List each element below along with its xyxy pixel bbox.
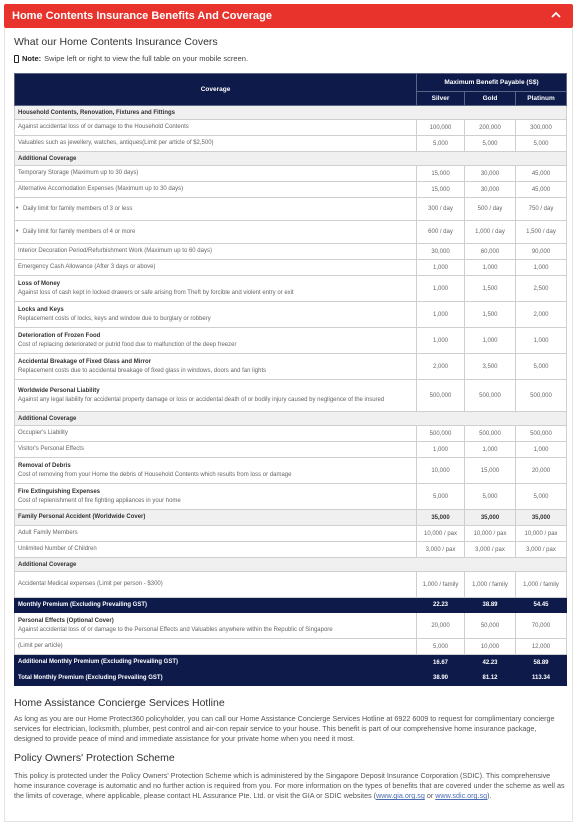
gold-value: 1,000 / day (465, 221, 516, 244)
gold-value: 5,000 (465, 136, 516, 152)
row-description: Replacement costs due to accidental breakage of fixed glass in windows, doors and fan lights (18, 367, 267, 374)
silver-value: 3,000 / pax (417, 542, 465, 558)
row-label: Total Monthly Premium (Excluding Prevailing GST) (15, 671, 417, 686)
silver-value: 500,000 (417, 426, 465, 442)
note-text: Swipe left or right to view the full table on your mobile screen. (44, 54, 249, 63)
row-label: Visitor's Personal Effects (15, 442, 417, 458)
gold-value: 3,000 / pax (465, 542, 516, 558)
section-row (15, 152, 567, 166)
chevron-up-icon[interactable] (549, 8, 563, 22)
silver-value: 15,000 (417, 166, 465, 182)
row-label: Adult Family Members (15, 526, 417, 542)
silver-value: 1,000 (417, 442, 465, 458)
gold-value: 5,000 (465, 484, 516, 510)
gold-value: 30,000 (465, 182, 516, 198)
row-label: Additional Monthly Premium (Excluding Prevailing GST) (15, 655, 417, 671)
coverage-table (14, 73, 567, 686)
row-label (15, 458, 417, 484)
section-row (15, 106, 567, 120)
table-row (15, 221, 567, 244)
row-title: Worldwide Personal Liability (18, 388, 100, 395)
silver-value: 100,000 (417, 120, 465, 136)
table-row (15, 244, 567, 260)
table-row (15, 458, 567, 484)
accordion-title: Home Contents Insurance Benefits And Coverage (12, 10, 272, 22)
note-label: Note: (22, 54, 42, 63)
section-label: Household Contents, Renovation, Fixtures and Fittings (15, 106, 567, 120)
platinum-value: 1,000 (516, 328, 567, 354)
silver-value: 2,000 (417, 354, 465, 380)
table-row (15, 136, 567, 152)
silver-value: 5,000 (417, 136, 465, 152)
row-label (15, 354, 417, 380)
table-row (15, 572, 567, 598)
platinum-value: 5,000 (516, 136, 567, 152)
silver-value: 1,000 (417, 302, 465, 328)
gold-value: 500,000 (465, 380, 516, 412)
table-row (15, 442, 567, 458)
row-label: Monthly Premium (Excluding Prevailing GST) (15, 598, 417, 613)
silver-value: 1,000 (417, 276, 465, 302)
row-label: Accidental Medical expenses (Limit per person - $300) (15, 572, 417, 598)
silver-value: 10,000 (417, 458, 465, 484)
row-title: Loss of Money (18, 281, 61, 288)
platinum-value: 2,000 (516, 302, 567, 328)
table-row (15, 276, 567, 302)
gold-value: 42.23 (465, 655, 516, 671)
table-row (15, 328, 567, 354)
row-label: • Daily limit for family members of 4 or more (15, 221, 417, 244)
ppf-text-after: ). (487, 791, 492, 801)
ppf-title: Policy Owners' Protection Scheme (14, 752, 175, 764)
silver-value: 30,000 (417, 244, 465, 260)
row-label: Interior Decoration Period/Refurbishment Work (Maximum up to 60 days) (15, 244, 417, 260)
silver-value: 500,000 (417, 380, 465, 412)
gold-value: 1,000 (465, 260, 516, 276)
row-label (15, 613, 417, 639)
ppf-text (14, 771, 566, 801)
gold-value: 35,000 (465, 510, 516, 526)
premium-row (15, 655, 567, 671)
gold-value: 81.12 (465, 671, 516, 686)
platinum-value: 35,000 (516, 510, 567, 526)
silver-value: 10,000 / pax (417, 526, 465, 542)
mobile-note (14, 54, 248, 63)
section-label: Additional Coverage (15, 412, 567, 426)
section-label: Additional Coverage (15, 152, 567, 166)
table-row (15, 354, 567, 380)
phone-icon (14, 55, 19, 63)
table-row (15, 526, 567, 542)
table-row (15, 302, 567, 328)
coverage-header: Coverage (15, 74, 417, 106)
row-title: Fire Extinguishing Expenses (18, 489, 101, 496)
row-title: Locks and Keys (18, 307, 64, 314)
covers-title: What our Home Contents Insurance Covers (14, 36, 218, 48)
table-row (15, 426, 567, 442)
row-description: Cost of replacing deteriorated or putrid food due to malfunction of the deep freezer (18, 341, 237, 348)
coverage-table-body (15, 106, 567, 686)
gold-value: 1,000 / family (465, 572, 516, 598)
gold-value: 10,000 (465, 639, 516, 655)
plan-gold-header: Gold (465, 92, 516, 106)
row-label: Against accidental loss of or damage to the Household Contents (15, 120, 417, 136)
gold-value: 60,000 (465, 244, 516, 260)
silver-value: 15,000 (417, 182, 465, 198)
platinum-value: 70,000 (516, 613, 567, 639)
gold-value: 500,000 (465, 426, 516, 442)
plan-silver-header: Silver (417, 92, 465, 106)
silver-value: 35,000 (417, 510, 465, 526)
silver-value: 1,000 (417, 328, 465, 354)
gold-value: 10,000 / pax (465, 526, 516, 542)
platinum-value: 2,500 (516, 276, 567, 302)
row-label (15, 302, 417, 328)
row-description: Cost of removing from your Home the debris of Household Contents which results from loss or damage (18, 471, 292, 478)
gold-value: 500 / day (465, 198, 516, 221)
section-label: Additional Coverage (15, 558, 567, 572)
ppf-text-before: This policy is protected under the Policy Owners' Protection Scheme which is administered by the Singapore Deposit Insurance Corporation (SDIC). This comprehensive home insurance coverage is automatic and no further action is required from you. For more information on the types of benefits that are covered under the scheme as well as the limits of coverage, where applicable, please contact HL Assurance Pte. Ltd. or visit the GIA or SDIC websites ( (14, 771, 565, 801)
hotline-text: As long as you are our Home Protect360 policyholder, you can call our Home Assistance Concierge Services Hotline at 6922 6009 to request for complimentary concierge services for electrician, locksmith, plumber, pest control and air-con repair service to your house. This benefit is part of our comprehensive home insurance package, designed to provide peace of mind and immediate assistance for your private home when you need it most. (14, 714, 555, 744)
table-row (15, 542, 567, 558)
silver-value: 600 / day (417, 221, 465, 244)
gold-value: 1,500 (465, 276, 516, 302)
table-row (15, 120, 567, 136)
silver-value: 16.67 (417, 655, 465, 671)
silver-value: 300 / day (417, 198, 465, 221)
platinum-value: 10,000 / pax (516, 526, 567, 542)
gold-value: 50,000 (465, 613, 516, 639)
silver-value: 22.23 (417, 598, 465, 613)
platinum-value: 1,000 (516, 442, 567, 458)
platinum-value: 5,000 (516, 484, 567, 510)
row-label: Occupier's Liability (15, 426, 417, 442)
premium-row (15, 598, 567, 613)
accordion-header[interactable] (4, 4, 573, 28)
silver-value: 5,000 (417, 639, 465, 655)
row-label: Temporary Storage (Maximum up to 30 days) (15, 166, 417, 182)
silver-value: 1,000 / family (417, 572, 465, 598)
gold-value: 15,000 (465, 458, 516, 484)
table-row (15, 613, 567, 639)
silver-value: 5,000 (417, 484, 465, 510)
row-label: (Limit per article) (15, 639, 417, 655)
section-row (15, 558, 567, 572)
platinum-value: 1,000 / family (516, 572, 567, 598)
platinum-value: 58.89 (516, 655, 567, 671)
platinum-value: 750 / day (516, 198, 567, 221)
row-label: Family Personal Accident (Worldwide Cover) (15, 510, 417, 526)
table-row (15, 260, 567, 276)
row-title: Accidental Breakage of Fixed Glass and Mirror (18, 359, 152, 366)
row-label (15, 380, 417, 412)
row-label: Valuables such as jewellery, watches, antiques(Limit per article of $2,500) (15, 136, 417, 152)
platinum-value: 1,500 / day (516, 221, 567, 244)
row-label: • Daily limit for family members of 3 or less (15, 198, 417, 221)
table-row (15, 510, 567, 526)
premium-row (15, 671, 567, 686)
row-description: Cost of replenishment of fire fighting appliances in your home (18, 497, 181, 504)
platinum-value: 90,000 (516, 244, 567, 260)
platinum-value: 5,000 (516, 354, 567, 380)
row-label: Alternative Accomodation Expenses (Maximum up to 30 days) (15, 182, 417, 198)
table-row (15, 380, 567, 412)
sdic-link[interactable]: www.sdic.org.sg (435, 791, 488, 801)
gold-value: 1,000 (465, 442, 516, 458)
row-label (15, 484, 417, 510)
row-title: Deterioration of Frozen Food (18, 333, 101, 340)
platinum-value: 3,000 / pax (516, 542, 567, 558)
row-title: Personal Effects (Optional Cover) (18, 618, 114, 625)
gold-value: 200,000 (465, 120, 516, 136)
row-description: Against any legal liability for accidental property damage or loss or accidental death of or bodily injury caused by negligence of the insured (18, 396, 385, 403)
row-title: Removal of Debris (18, 463, 71, 470)
plan-platinum-header: Platinum (516, 92, 567, 106)
platinum-value: 113.34 (516, 671, 567, 686)
hotline-title: Home Assistance Concierge Services Hotline (14, 697, 225, 709)
platinum-value: 1,000 (516, 260, 567, 276)
table-row (15, 182, 567, 198)
gold-value: 38.89 (465, 598, 516, 613)
row-label: Emergency Cash Allowance (After 3 days or above) (15, 260, 417, 276)
gold-value: 1,000 (465, 328, 516, 354)
platinum-value: 45,000 (516, 166, 567, 182)
gia-link[interactable]: www.gia.org.sg (376, 791, 425, 801)
platinum-value: 300,000 (516, 120, 567, 136)
max-benefit-header: Maximum Benefit Payable (S$) (417, 74, 567, 92)
table-row (15, 484, 567, 510)
table-row (15, 166, 567, 182)
platinum-value: 20,000 (516, 458, 567, 484)
platinum-value: 45,000 (516, 182, 567, 198)
gold-value: 30,000 (465, 166, 516, 182)
row-description: Against loss of cash kept in locked drawers or safe arising from Theft by forcible and violent entry or exit (18, 289, 294, 296)
table-row (15, 639, 567, 655)
platinum-value: 12,000 (516, 639, 567, 655)
section-row (15, 412, 567, 426)
platinum-value: 500,000 (516, 426, 567, 442)
table-row (15, 198, 567, 221)
ppf-or: or (424, 791, 436, 801)
gold-value: 3,500 (465, 354, 516, 380)
platinum-value: 500,000 (516, 380, 567, 412)
row-label (15, 276, 417, 302)
row-description: Against accidental loss of or damage to the Personal Effects and Valuables anywhere within the Republic of Singapore (18, 626, 333, 633)
row-label: Unlimited Number of Children (15, 542, 417, 558)
row-label (15, 328, 417, 354)
silver-value: 38.90 (417, 671, 465, 686)
silver-value: 1,000 (417, 260, 465, 276)
platinum-value: 54.45 (516, 598, 567, 613)
silver-value: 20,000 (417, 613, 465, 639)
row-description: Replacement costs of locks, keys and window due to burglary or robbery (18, 315, 211, 322)
gold-value: 1,500 (465, 302, 516, 328)
